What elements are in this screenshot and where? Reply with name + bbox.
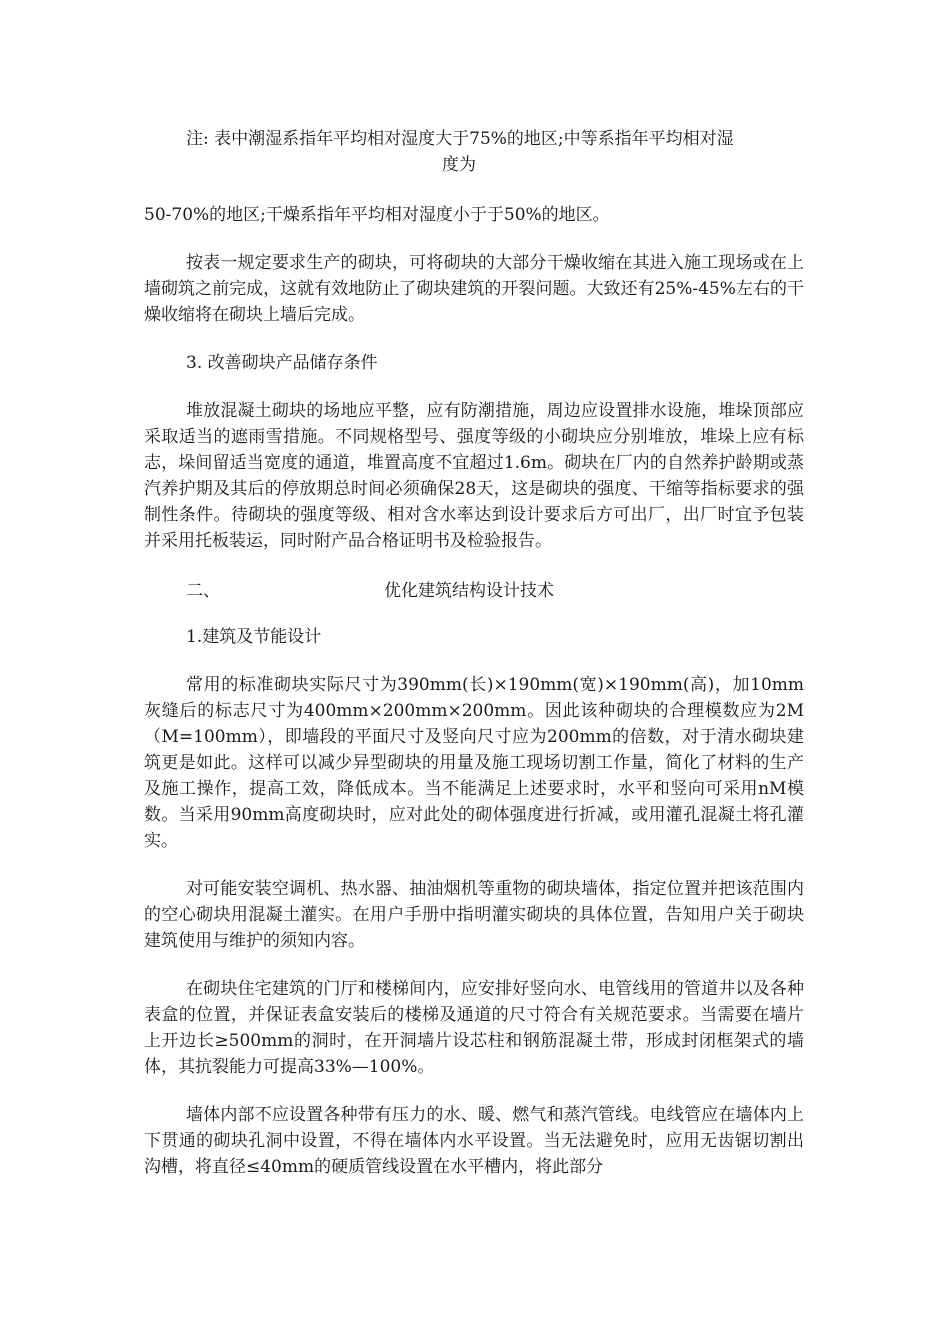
note-line-3: 50-70%的地区;干燥系指年平均相对湿度小于于50%的地区。	[144, 205, 610, 225]
paragraph-pipe-shafts: 在砌块住宅建筑的门厅和楼梯间内，应安排好竖向水、电管线用的管道井以及各种表盒的位置，并保证表盒安装后的楼梯及通道的尺寸符合有关规范要求。当需要在墙片上开边长≥500mm的洞时，在开洞墙片设芯柱和钢筋混凝土带，形成封闭框架式的墙体，其抗裂能力可提高33%—100%。	[144, 979, 804, 1077]
heading-title: 优化建筑结构设计技术	[384, 581, 554, 601]
paragraph-storage-conditions: 堆放混凝土砌块的场地应平整，应有防潮措施，周边应设置排水设施，堆垛顶部应采取适当的遮雨雪措施。不同规格型号、强度等级的小砌块应分别堆放，堆垛上应有标志，垛间留适当宽度的通道，堆置高度不宜超过1.6m。砌块在厂内的自然养护龄期或蒸汽养护期及其后的停放期总时间必须确保28天，这是砌块的强度、干缩等指标要求的强制性条件。待砌块的强度等级、相对含水率达到设计要求后方可出厂，出厂时宜予包装并采用托板装运，同时附产品合格证明书及检验报告。	[144, 401, 804, 551]
note-line-2: 度为	[442, 155, 476, 175]
paragraph-heavy-loads: 对可能安装空调机、热水器、抽油烟机等重物的砌块墙体，指定位置并把该范围内的空心砌块用混凝土灌实。在用户手册中指明灌实砌块的具体位置，告知用户关于砌块建筑使用与维护的须知内容。	[144, 879, 804, 951]
section-heading-storage: 3. 改善砌块产品储存条件	[186, 353, 378, 373]
section-heading-structure	[144, 576, 804, 602]
subheading-energy-design: 1.建筑及节能设计	[186, 627, 322, 647]
heading-number: 二、	[186, 581, 220, 601]
paragraph-drying-shrinkage: 按表一规定要求生产的砌块，可将砌块的大部分干燥收缩在其进入施工现场或在上墙砌筑之前完成，这就有效地防止了砌块建筑的开裂问题。大致还有25%-45%左右的干燥收缩将在砌块上墙后完成。	[144, 253, 804, 325]
paragraph-modulus: 常用的标准砌块实际尺寸为390mm(长)×190mm(宽)×190mm(高)，加10mm灰缝后的标志尺寸为400mm×200mm×200mm。因此该种砌块的合理模数应为2M（M=100mm），即墙段的平面尺寸及竖向尺寸应为200mm的倍数，对于清水砌块建筑更是如此。这样可以减少异型砌块的用量及施工现场切割工作量，简化了材料的生产及施工操作，提高工效，降低成本。当不能满足上述要求时，水平和竖向可采用nM模数。当采用90mm高度砌块时，应对此处的砌体强度进行折减，或用灌孔混凝土将孔灌实。	[144, 675, 804, 851]
paragraph-wall-pipelines: 墙体内部不应设置各种带有压力的水、暖、燃气和蒸汽管线。电线管应在墙体内上下贯通的砌块孔洞中设置，不得在墙体内水平设置。当无法避免时，应用无齿锯切割出沟槽，将直径≤40mm的硬质管线设置在水平槽内，将此部分	[144, 1105, 804, 1177]
note-line-1: 注: 表中潮湿系指年平均相对湿度大于75%的地区;中等系指年平均相对湿	[186, 129, 734, 149]
document-page	[144, 126, 804, 1180]
